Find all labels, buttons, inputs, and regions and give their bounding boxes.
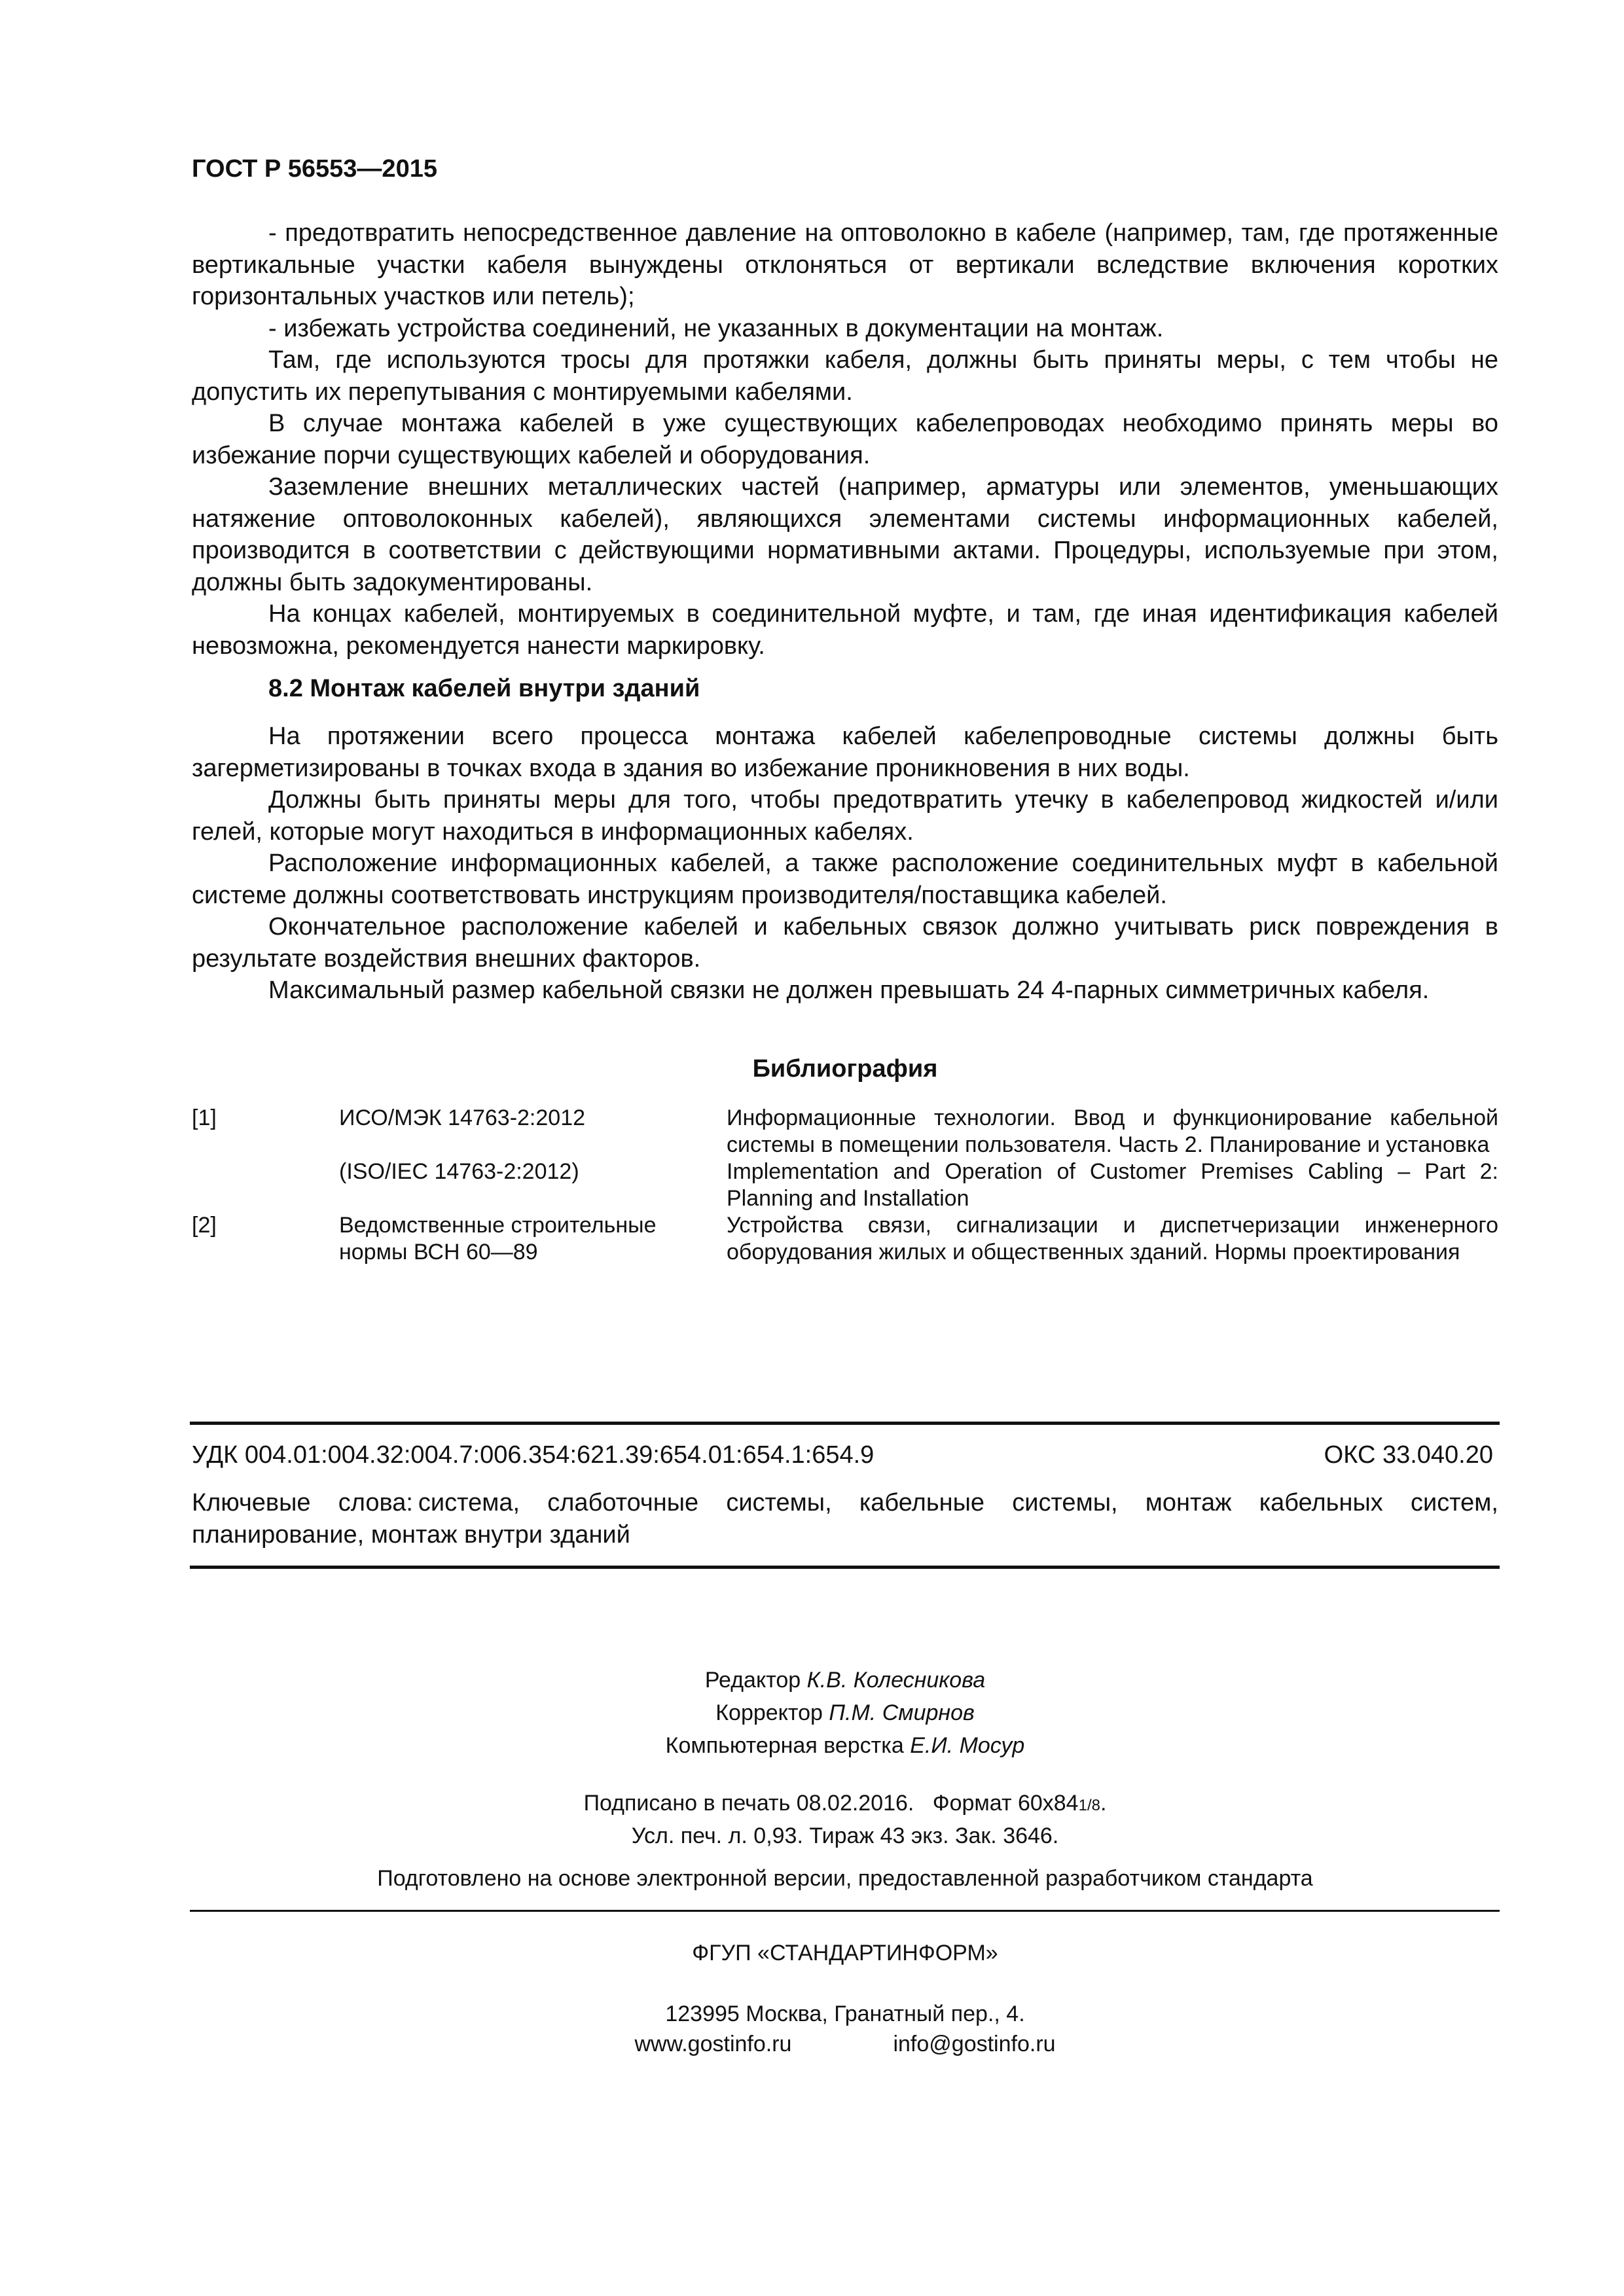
publisher-contacts — [192, 2029, 1498, 2059]
credit-name: К.В. Колесникова — [806, 1668, 986, 1693]
bibliography-number: [2] — [192, 1213, 217, 1238]
paragraph: Окончательное расположение кабелей и кабельных связок должно учитывать риск повреждения в результате воздействия внешних факторов. — [192, 913, 1498, 973]
prepared-note: Подготовлено на основе электронной версии, предоставленной разработчиком стандарта — [377, 1866, 1313, 1891]
bibliography-description: Implementation and Operation of Customer Premises Cabling – Part 2: Planning and Installation — [727, 1159, 1498, 1211]
bibliography-number: [1] — [192, 1105, 217, 1130]
document-header: ГОСТ Р 56553—2015 — [192, 155, 437, 183]
paragraph: На концах кабелей, монтируемых в соединительной муфте, и там, где иная идентификация кабелей невозможна, рекомендуется нанести маркировку. — [192, 600, 1498, 660]
divider — [190, 1910, 1500, 1912]
paragraph: Заземление внешних металлических частей (например, арматуры или элементов, уменьшающих натяжение оптоволоконных кабелей), являющихся элементами системы информационных кабелей, производится в соответствии с действующими нормативными актами. Процедуры, используемые при этом, должны быть задокументированы. — [192, 473, 1498, 596]
body-text — [192, 217, 1498, 1007]
paragraph: - предотвратить непосредственное давление на оптоволокно в кабеле (например, там, где протяженные вертикальные участки кабеля вынуждены отклоняться от вертикали вследствие включения коротких горизонтальных участков или петель); — [192, 219, 1498, 310]
bibliography-reference: Ведомственные строительные нормы ВСН 60—89 — [339, 1213, 657, 1265]
format-end: . — [1100, 1791, 1107, 1816]
section-heading: 8.2 Монтаж кабелей внутри зданий — [268, 675, 700, 702]
credit-name: Е.И. Мосур — [910, 1733, 1025, 1758]
print-details: Усл. печ. л. 0,93. Тираж 43 экз. Зак. 3646. — [631, 1823, 1059, 1848]
bibliography-description: Устройства связи, сигнализации и диспетчеризации инженерного оборудования жилых и общественных зданий. Нормы проектирования — [727, 1213, 1498, 1265]
paragraph: Там, где используются тросы для протяжки кабеля, должны быть приняты меры, с тем чтобы не допустить их перепутывания с монтируемыми кабелями. — [192, 346, 1498, 406]
credits — [192, 1664, 1498, 1762]
bibliography-entry — [192, 1212, 1498, 1266]
paragraph: - избежать устройства соединений, не указанных в документации на монтаж. — [268, 314, 1164, 342]
keywords-text: система, слаботочные системы, кабельные системы, монтаж кабельных систем, планирование, монтаж внутри зданий — [192, 1489, 1498, 1549]
format-fraction: 1/8 — [1078, 1797, 1100, 1814]
bibliography-title: Библиография — [752, 1055, 938, 1083]
paragraph: Должны быть приняты меры для того, чтобы предотвратить утечку в кабелепровод жидкостей и/или гелей, которые могут находиться в информационных кабелях. — [192, 786, 1498, 846]
credit-line — [192, 1664, 1498, 1696]
print-line — [192, 1788, 1498, 1821]
classification-row — [192, 1439, 1493, 1471]
divider — [190, 1566, 1500, 1569]
paragraph: На протяжении всего процесса монтажа кабелей кабелепроводные системы должны быть загерметизированы в точках входа в здания во избежание проникновения в них воды. — [192, 723, 1498, 782]
signed-date: Подписано в печать 08.02.2016. — [583, 1791, 914, 1816]
bibliography-reference: (ISO/IEC 14763-2:2012) — [339, 1159, 579, 1184]
email-link[interactable]: info@gostinfo.ru — [893, 2032, 1056, 2056]
website-link[interactable]: www.gostinfo.ru — [634, 2032, 792, 2056]
paragraph: Максимальный размер кабельной связки не должен превышать 24 4-парных симметричных кабеля. — [268, 977, 1430, 1004]
credit-role: Редактор — [704, 1668, 801, 1693]
oks-code: ОКС 33.040.20 — [1324, 1441, 1493, 1469]
bibliography-description: Информационные технологии. Ввод и функционирование кабельной системы в помещении пользователя. Часть 2. Планирование и установка — [727, 1105, 1498, 1157]
keywords — [192, 1487, 1498, 1551]
udk-code: УДК 004.01:004.32:004.7:006.354:621.39:654.01:654.1:654.9 — [192, 1441, 875, 1469]
paragraph: Расположение информационных кабелей, а также расположение соединительных муфт в кабельной системе должны соответствовать инструкциям производителя/поставщика кабелей. — [192, 850, 1498, 909]
bibliography-reference: ИСО/МЭК 14763-2:2012 — [339, 1105, 586, 1130]
credit-line — [192, 1729, 1498, 1762]
bibliography-entry — [192, 1158, 1498, 1212]
credit-role: Корректор — [715, 1700, 823, 1725]
bibliography-entry — [192, 1105, 1498, 1158]
divider — [190, 1422, 1500, 1425]
bibliography-list — [192, 1105, 1498, 1266]
publisher-name: ФГУП «СТАНДАРТИНФОРМ» — [692, 1941, 998, 1965]
publisher-address: 123995 Москва, Гранатный пер., 4. — [665, 2001, 1025, 2026]
paragraph: В случае монтажа кабелей в уже существующих кабелепроводах необходимо принять меры во избежание порчи существующих кабелей и оборудования. — [192, 410, 1498, 469]
credit-line — [192, 1696, 1498, 1729]
format-label: Формат 60x84 — [932, 1791, 1079, 1816]
print-info — [192, 1788, 1498, 1851]
credit-name: П.М. Смирнов — [829, 1700, 975, 1725]
bibliography-number — [192, 1158, 339, 1212]
credit-role: Компьютерная верстка — [665, 1733, 904, 1758]
keywords-label: Ключевые слова: — [192, 1489, 413, 1516]
